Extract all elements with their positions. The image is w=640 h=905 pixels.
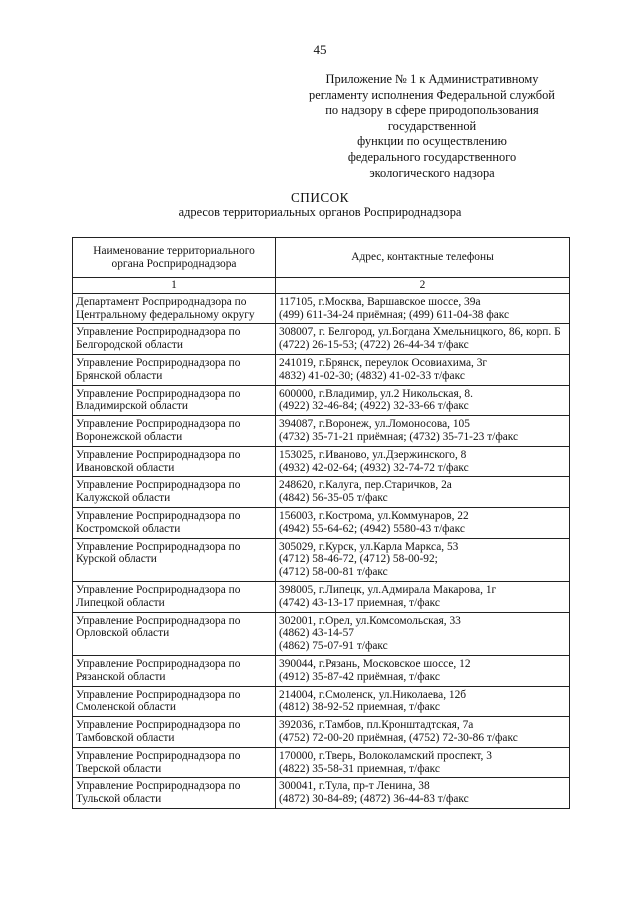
office-name-cell — [73, 324, 276, 355]
office-name-cell — [73, 778, 276, 809]
office-address-line: (4712) 58-00-81 т/факс — [279, 566, 388, 579]
office-name-cell — [73, 612, 276, 655]
office-address-cell — [276, 655, 570, 686]
office-name-line: Тульской области — [76, 793, 162, 806]
column-number: 2 — [276, 278, 570, 294]
office-address-cell — [276, 747, 570, 778]
table-row — [73, 686, 570, 717]
office-address-cell — [276, 581, 570, 612]
office-name-cell — [73, 446, 276, 477]
office-name-cell — [73, 416, 276, 447]
office-name-line: Управление Росприроднадзора по — [76, 540, 241, 553]
appendix-note — [282, 72, 582, 181]
table-row — [73, 446, 570, 477]
office-address-line: 300041, г.Тула, пр-т Ленина, 38 — [279, 780, 430, 793]
office-name-line: Курской области — [76, 553, 157, 566]
office-name-cell — [73, 538, 276, 581]
office-address-line: (4872) 30-84-89; (4872) 36-44-83 т/факс — [279, 793, 469, 806]
office-name-line: Брянской области — [76, 369, 163, 382]
office-name-cell — [73, 747, 276, 778]
office-address-line: 156003, г.Кострома, ул.Коммунаров, 22 — [279, 509, 469, 522]
office-address-cell — [276, 354, 570, 385]
appendix-line: Приложение № 1 к Административному — [325, 72, 539, 86]
office-address-line: (4862) 75-07-91 т/факс — [279, 640, 388, 653]
appendix-line: федерального государственного — [347, 149, 517, 164]
office-address-line: 4832) 41-02-30; (4832) 41-02-33 т/факс — [279, 369, 465, 382]
table-row — [73, 581, 570, 612]
column-number-row — [73, 278, 570, 294]
office-name-cell — [73, 385, 276, 416]
document-subtitle: адресов территориальных органов Росприроднадзора — [178, 205, 462, 219]
office-name-line: Управление Росприроднадзора по — [76, 326, 241, 339]
office-address-cell — [276, 477, 570, 508]
office-name-line: Белгородской области — [76, 339, 183, 352]
table-row — [73, 612, 570, 655]
office-address-cell — [276, 293, 570, 324]
table-row — [73, 324, 570, 355]
office-address-line: 600000, г.Владимир, ул.2 Никольская, 8. — [279, 387, 473, 400]
office-address-line: (4862) 43-14-57 — [279, 627, 354, 640]
table-row — [73, 778, 570, 809]
office-name-line: Ивановской области — [76, 461, 175, 474]
office-name-line: Управление Росприроднадзора по — [76, 583, 241, 596]
office-address-cell — [276, 538, 570, 581]
office-address-line: (4732) 35-71-21 приёмная; (4732) 35-71-23 т/факс — [279, 430, 519, 443]
office-name-line: Рязанской области — [76, 670, 166, 683]
office-name-line: Управление Росприроднадзора по — [76, 356, 241, 369]
office-name-cell — [73, 717, 276, 748]
offices-table — [72, 237, 570, 809]
office-address-line: 390044, г.Рязань, Московское шоссе, 12 — [279, 657, 471, 670]
office-address-cell — [276, 416, 570, 447]
office-address-line: 248620, г.Калуга, пер.Старичков, 2а — [279, 479, 452, 492]
office-name-line: Управление Росприроднадзора по — [76, 749, 241, 762]
office-address-line: (4922) 32-46-84; (4922) 32-33-66 т/факс — [279, 400, 469, 413]
appendix-line: функции по осуществлению — [357, 134, 507, 149]
office-address-cell — [276, 778, 570, 809]
office-address-line: (4812) 38-92-52 приемная, т/факс — [279, 701, 440, 714]
office-name-cell — [73, 477, 276, 508]
office-name-line: Управление Росприроднадзора по — [76, 657, 241, 670]
table-row — [73, 416, 570, 447]
office-address-line: (4712) 58-46-72, (4712) 58-00-92; — [279, 553, 438, 566]
table-row — [73, 717, 570, 748]
office-address-line: 214004, г.Смоленск, ул.Николаева, 12б — [279, 688, 467, 701]
office-name-cell — [73, 293, 276, 324]
office-name-line: Управление Росприроднадзора по — [76, 780, 241, 793]
office-name-cell — [73, 581, 276, 612]
office-address-line: 170000, г.Тверь, Волоколамский проспект, 3 — [279, 749, 492, 762]
office-name-line: Калужской области — [76, 492, 171, 505]
office-name-cell — [73, 686, 276, 717]
office-name-line: Департамент Росприроднадзора по — [76, 295, 247, 308]
appendix-line: экологического надзора — [369, 165, 495, 180]
office-name-line: Управление Росприроднадзора по — [76, 418, 241, 431]
page-number: 45 — [313, 42, 327, 57]
column-header-name: Наименование территориального органа Росприроднадзора — [73, 238, 276, 278]
table-row — [73, 354, 570, 385]
office-address-line: (4942) 55-64-62; (4942) 5580-43 т/факс — [279, 522, 465, 535]
office-name-line: Управление Росприроднадзора по — [76, 614, 241, 627]
table-row — [73, 655, 570, 686]
office-name-line: Тамбовской области — [76, 731, 175, 744]
office-address-line: (4742) 43-13-17 приемная, т/факс — [279, 596, 440, 609]
office-name-line: Управление Росприроднадзора по — [76, 509, 241, 522]
table-header-row — [73, 238, 570, 278]
table-row — [73, 477, 570, 508]
office-name-cell — [73, 655, 276, 686]
office-address-line: 392036, г.Тамбов, пл.Кронштадтская, 7а — [279, 719, 474, 732]
office-address-cell — [276, 717, 570, 748]
office-address-line: (4722) 26-15-53; (4722) 26-44-34 т/факс — [279, 339, 469, 352]
office-name-line: Липецкой области — [76, 596, 165, 609]
office-name-line: Управление Росприроднадзора по — [76, 719, 241, 732]
office-name-cell — [73, 354, 276, 385]
table-row — [73, 293, 570, 324]
office-address-line: (4822) 35-58-31 приемная, т/факс — [279, 762, 440, 775]
office-address-cell — [276, 446, 570, 477]
office-name-cell — [73, 507, 276, 538]
office-name-line: Управление Росприроднадзора по — [76, 688, 241, 701]
document-title: СПИСОК — [291, 190, 349, 205]
column-header-address: Адрес, контактные телефоны — [276, 238, 570, 278]
appendix-line: государственной — [387, 118, 477, 133]
office-name-line: Тверской области — [76, 762, 162, 775]
office-address-line: (4912) 35-87-42 приёмная, т/факс — [279, 670, 440, 683]
office-address-line: 394087, г.Воронеж, ул.Ломоносова, 105 — [279, 418, 470, 431]
office-address-cell — [276, 507, 570, 538]
office-name-line: Центральному федеральному округу — [76, 308, 255, 321]
office-name-line: Владимирской области — [76, 400, 188, 413]
office-name-line: Управление Росприроднадзора по — [76, 387, 241, 400]
office-address-line: 398005, г.Липецк, ул.Адмирала Макарова, 1г — [279, 583, 497, 596]
office-address-line: (4752) 72-00-20 приёмная, (4752) 72-30-86 т/факс — [279, 731, 518, 744]
office-name-line: Управление Росприроднадзора по — [76, 448, 241, 461]
office-address-line: 117105, г.Москва, Варшавское шоссе, 39а — [279, 295, 481, 308]
office-address-cell — [276, 385, 570, 416]
table-body — [73, 293, 570, 808]
office-address-line: (499) 611-34-24 приёмная; (499) 611-04-38 факс — [279, 308, 510, 321]
office-address-line: 305029, г.Курск, ул.Карла Маркса, 53 — [279, 540, 459, 553]
table-row — [73, 747, 570, 778]
office-name-line: Управление Росприроднадзора по — [76, 479, 241, 492]
office-address-line: 241019, г.Брянск, переулок Осовиахима, 3г — [279, 356, 488, 369]
office-address-cell — [276, 686, 570, 717]
office-name-line: Смоленской области — [76, 701, 176, 714]
office-name-line: Костромской области — [76, 522, 181, 535]
office-name-line: Воронежской области — [76, 430, 183, 443]
office-address-line: 302001, г.Орел, ул.Комсомольская, 33 — [279, 614, 461, 627]
office-address-cell — [276, 612, 570, 655]
column-number: 1 — [73, 278, 276, 294]
appendix-line: регламенту исполнения Федеральной службой — [309, 87, 555, 102]
table-row — [73, 385, 570, 416]
office-address-cell — [276, 324, 570, 355]
table-row — [73, 507, 570, 538]
appendix-line: по надзору в сфере природопользования — [325, 103, 539, 118]
office-address-line: (4842) 56-35-05 т/факс — [279, 492, 388, 505]
office-name-line: Орловской области — [76, 627, 170, 640]
office-address-line: (4932) 42-02-64; (4932) 32-74-72 т/факс — [279, 461, 469, 474]
office-address-line: 153025, г.Иваново, ул.Дзержинского, 8 — [279, 448, 467, 461]
office-address-line: 308007, г. Белгород, ул.Богдана Хмельницкого, 86, корп. Б — [279, 326, 561, 339]
table-row — [73, 538, 570, 581]
